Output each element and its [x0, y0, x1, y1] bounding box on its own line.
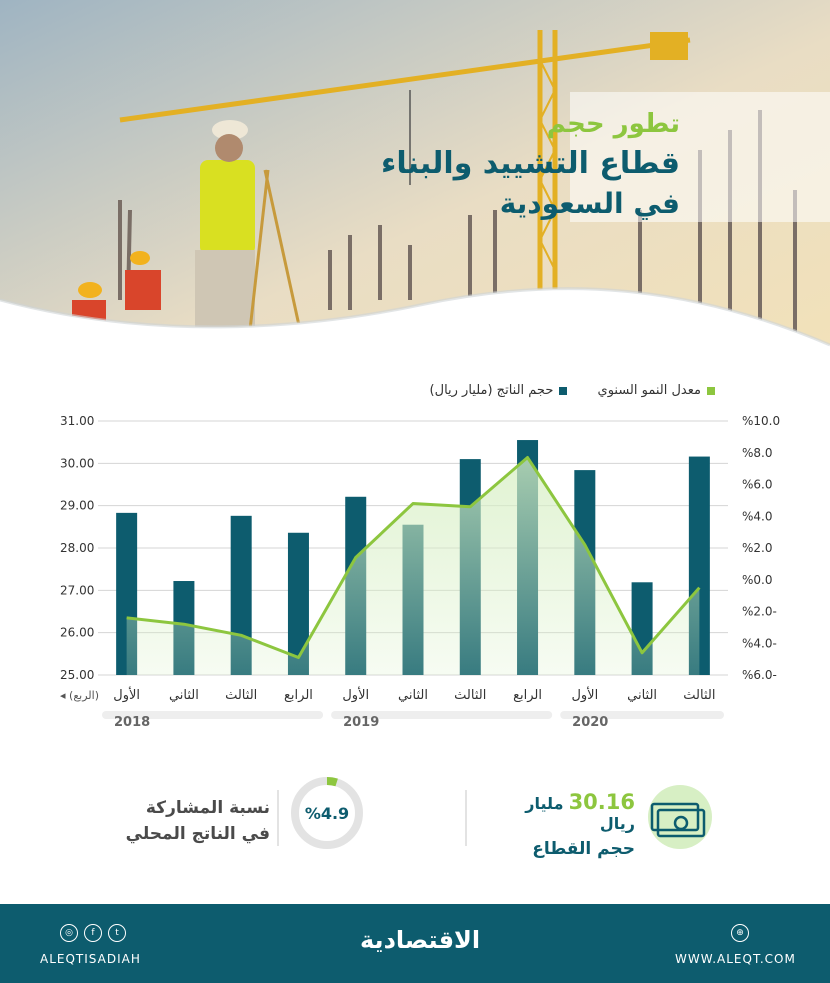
left-tick-label: 28.00: [60, 541, 95, 555]
legend-swatch-growth: [707, 387, 715, 395]
right-tick-label: %4.0-: [742, 636, 777, 651]
share-label-2: في الناتج المحلي: [125, 824, 270, 844]
left-tick-label: 30.00: [60, 456, 95, 471]
instagram-icon[interactable]: ◎: [60, 924, 78, 942]
hero-image: [0, 0, 830, 385]
title-line-3: في السعودية: [499, 187, 680, 220]
year-label: 2019: [343, 715, 380, 730]
title-line-1: تطور حجم: [546, 109, 680, 139]
category-label: الأول: [571, 688, 599, 703]
stat-divider: [465, 790, 467, 846]
left-tick-label: 29.00: [60, 498, 95, 513]
globe-icon: ⊕: [731, 924, 749, 942]
right-tick-label: %4.0: [742, 509, 773, 524]
brand-logo: الاقتصادية: [360, 926, 481, 954]
share-label-1: نسبة المشاركة: [145, 798, 270, 818]
size-value: 30.16: [568, 790, 635, 814]
legend-label-output: حجم الناتج (مليار ريال): [429, 383, 554, 398]
category-label: الثالث: [225, 688, 258, 703]
right-tick-label: %2.0: [742, 541, 773, 555]
category-label: الرابع: [284, 688, 313, 703]
footer: [0, 904, 830, 983]
category-label: الثاني: [398, 688, 428, 703]
category-label: الأول: [113, 688, 141, 703]
facebook-icon[interactable]: f: [84, 924, 102, 942]
chart-legend: [404, 383, 715, 399]
legend-item-output: [430, 383, 568, 398]
right-tick-label: %10.0: [742, 414, 781, 428]
category-label: الرابع: [513, 688, 542, 703]
left-tick-label: 27.00: [60, 583, 95, 598]
legend-item-growth: [598, 383, 715, 398]
category-label: الثاني: [627, 688, 658, 703]
website-link[interactable]: WWW.ALEQT.COM: [675, 952, 796, 966]
right-tick-label: %6.0-: [742, 668, 777, 682]
stat-divider-2: [277, 790, 279, 846]
money-icon: [640, 782, 715, 852]
category-label: الأول: [342, 688, 370, 703]
category-label: الثاني: [168, 688, 199, 703]
size-stat: [485, 790, 635, 859]
page-title: [381, 104, 680, 224]
title-line-2: قطاع التشييد والبناء: [381, 146, 680, 181]
legend-label-growth: معدل النمو السنوي: [597, 383, 701, 398]
right-tick-label: %0.0: [742, 572, 773, 587]
twitter-icon[interactable]: t: [108, 924, 126, 942]
category-label: الثالث: [454, 688, 487, 703]
right-tick-label: %8.0: [742, 445, 773, 460]
social-handle[interactable]: ALEQTISADIAH: [40, 952, 141, 966]
category-label: الثالث: [683, 688, 716, 703]
size-label: حجم القطاع: [532, 839, 635, 859]
year-label: 2020: [572, 715, 609, 730]
right-tick-label: %6.0: [742, 477, 773, 492]
left-tick-label: 31.00: [60, 414, 95, 428]
bar-line-chart: [0, 405, 830, 735]
year-label: 2018: [114, 715, 151, 730]
right-tick-label: %2.0-: [742, 604, 777, 619]
left-tick-label: 25.00: [60, 668, 95, 682]
share-value: %4.9: [304, 804, 350, 823]
size-unit: مليار ريال: [525, 794, 635, 833]
growth-area: [127, 458, 700, 675]
category-unit-label: ◂ (الربع): [60, 689, 100, 702]
share-labels: [90, 795, 270, 847]
legend-swatch-output: [559, 387, 567, 395]
left-tick-label: 26.00: [60, 625, 95, 640]
